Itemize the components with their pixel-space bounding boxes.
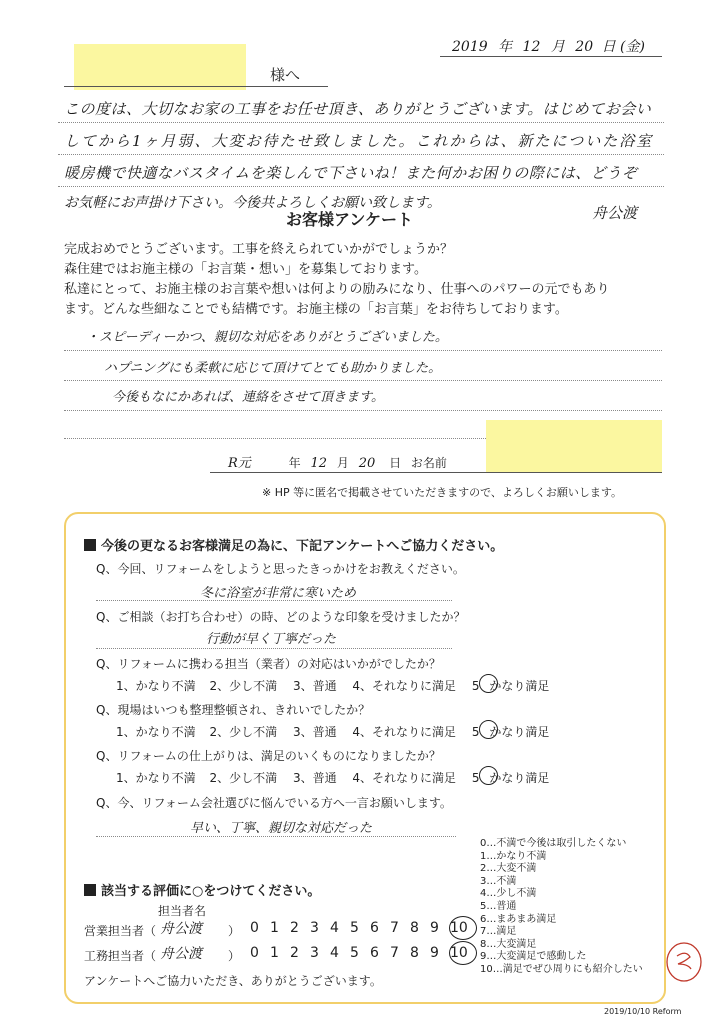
works-digit-0[interactable]: 0	[250, 945, 259, 961]
letter-line-4: お気軽にお声掛け下さい。今後共よろしくお願い致します。	[64, 195, 441, 211]
scale-3: 3…不満	[480, 875, 517, 887]
letter-line-1: この度は、大切なお家の工事をお任せ頂き、ありがとうございます。はじめてお会い	[64, 100, 652, 118]
q5-option-1[interactable]: 1、かなり不満	[116, 771, 196, 785]
words-rule-1	[64, 350, 662, 351]
scale-6: 6…まあまあ満足	[480, 913, 557, 925]
works-digit-6[interactable]: 6	[370, 945, 379, 961]
sales-digit-0[interactable]: 0	[250, 920, 259, 936]
q3-option-5-label: かなり満足	[489, 679, 550, 693]
rating-heading-text: 該当する評価に○をつけてください。	[101, 884, 321, 899]
sales-close: ）	[228, 924, 241, 938]
sign-month-label: 月	[336, 456, 349, 470]
sales-digit-5[interactable]: 5	[350, 920, 359, 936]
sign-day-label: 日	[389, 456, 402, 470]
customer-words-3: 今後もなにかあれば、連絡をさせて頂きます。	[112, 390, 384, 405]
q5-option-3[interactable]: 3、普通	[292, 771, 337, 785]
works-digit-4[interactable]: 4	[330, 945, 339, 961]
q5-selected-circle	[479, 766, 498, 785]
sales-digits	[250, 920, 472, 936]
date-day: 20	[575, 39, 594, 55]
q1-answer: 冬に浴室が非常に寒いため	[200, 586, 357, 601]
letter-line-2: してから1ヶ月弱、大変お待たせ致しました。これからは、新たについた浴室	[64, 132, 654, 150]
sales-digit-6[interactable]: 6	[370, 920, 379, 936]
q2-text: Q、ご相談（お打ち合わせ）の時、どのような印象を受けましたか？	[96, 610, 466, 624]
date-day-unit: 日	[601, 39, 616, 55]
sign-underline	[210, 472, 662, 473]
q3-selected-circle	[479, 674, 498, 693]
rating-heading	[84, 880, 320, 899]
sign-year-label: 年	[288, 456, 301, 470]
staff-header: 担当者名	[158, 904, 207, 918]
q2-answer: 行動が早く丁寧だった	[206, 632, 337, 647]
recipient-name-redaction	[74, 44, 246, 90]
scale-4: 4…少し不満	[480, 888, 537, 900]
words-rule-4	[64, 438, 494, 439]
customer-words-1: ・スピーディーかつ、親切な対応をありがとうございました。	[86, 330, 448, 345]
sales-name: 舟公渡	[160, 921, 202, 937]
works-digits	[250, 945, 472, 961]
scale-5: 5…普通	[480, 900, 517, 912]
survey-title: お客様アンケート	[286, 210, 414, 229]
words-rule-3	[64, 410, 662, 411]
scale-2: 2…大変不満	[480, 863, 537, 875]
sign-name-label: お名前	[410, 456, 447, 470]
hand-doodle-icon	[664, 940, 704, 984]
works-close: ）	[228, 949, 241, 963]
footer-code: 2019/10/10 Reform	[604, 1007, 682, 1016]
sales-digit-8[interactable]: 8	[410, 920, 419, 936]
intro-line-2: 森住建ではお施主様の「お言葉・想い」を募集しております。	[64, 262, 427, 277]
letter-rule-3	[58, 186, 664, 187]
q1-rule	[96, 600, 452, 601]
sign-row	[228, 452, 447, 471]
words-rule-2	[64, 380, 662, 381]
scale-0: 0…不満で今後は取引したくない	[480, 838, 627, 849]
scale-10: 10…満足でぜひ周りにも紹介したい	[480, 963, 643, 975]
works-role: 工務担当者（	[84, 949, 157, 963]
sales-digit-1[interactable]: 1	[270, 920, 279, 936]
customer-words-2: ハプニングにも柔軟に応じて頂けてとても助かりました。	[104, 361, 442, 376]
q3-option-1[interactable]: 1、かなり不満	[116, 679, 196, 693]
letter-rule-2	[58, 154, 664, 155]
date-month-unit: 月	[550, 39, 565, 55]
sales-digit-3[interactable]: 3	[310, 920, 319, 936]
date-year: 2019	[452, 39, 488, 55]
sales-digit-4[interactable]: 4	[330, 920, 339, 936]
letter-rule-1	[58, 122, 664, 123]
square-bullet-icon	[84, 884, 96, 896]
works-digit-2[interactable]: 2	[290, 945, 299, 961]
scale-8: 8…大変満足	[480, 938, 537, 950]
intro-line-1: 完成おめでとうございます。工事を終えられていかがでしょうか？	[64, 242, 453, 257]
q2-rule	[96, 648, 452, 649]
customer-name-redaction	[486, 420, 662, 472]
square-bullet-icon	[84, 539, 96, 551]
works-digit-9[interactable]: 9	[430, 945, 439, 961]
q5-option-4[interactable]: 4、それなりに満足	[352, 771, 457, 785]
sales-digit-2[interactable]: 2	[290, 920, 299, 936]
q5-option-5[interactable]: 5	[471, 771, 480, 785]
sign-day: 20	[358, 456, 376, 471]
works-digit-3[interactable]: 3	[310, 945, 319, 961]
q1-text: Q、今回、リフォームをしようと思ったきっかけをお教えください。	[96, 562, 465, 576]
works-digit-1[interactable]: 1	[270, 945, 279, 961]
sales-selected-circle	[449, 916, 477, 940]
q4-option-5-label: かなり満足	[489, 725, 550, 739]
q3-option-5[interactable]: 5	[471, 679, 480, 693]
q5-option-2[interactable]: 2、少し不満	[209, 771, 278, 785]
q3-option-3[interactable]: 3、普通	[292, 679, 337, 693]
notice-text: ※ HP 等に匿名で掲載させていただきますので、よろしくお願いします。	[262, 486, 623, 499]
q3-option-4[interactable]: 4、それなりに満足	[352, 679, 457, 693]
q4-selected-circle	[479, 720, 498, 739]
recipient-suffix: 様へ	[270, 66, 301, 84]
letter-date	[452, 36, 645, 56]
works-digit-7[interactable]: 7	[390, 945, 399, 961]
scale-9: 9…大変満足で感動した	[480, 951, 587, 963]
works-name: 舟公渡	[160, 946, 202, 962]
q5-option-5-label: かなり満足	[489, 771, 550, 785]
works-selected-circle	[449, 941, 477, 965]
date-underline	[440, 56, 662, 57]
intro-line-4: ます。どんな些細なことでも結構です。お施主様の「お言葉」をお待ちしております。	[64, 302, 568, 317]
questionnaire-heading	[84, 535, 503, 554]
q5-text: Q、リフォームの仕上がりは、満足のいくものになりましたか？	[96, 749, 441, 763]
sign-era: R元	[228, 456, 251, 471]
works-digit-10[interactable]: 10	[450, 945, 468, 961]
sales-digit-9[interactable]: 9	[430, 920, 439, 936]
q4-option-5[interactable]: 5	[471, 725, 480, 739]
letter-signature: 舟公渡	[592, 204, 638, 222]
q4-option-4[interactable]: 4、それなりに満足	[352, 725, 457, 739]
date-year-unit: 年	[498, 39, 513, 55]
scale-7: 7…満足	[480, 926, 517, 938]
q4-text: Q、現場はいつも整理整頓され、きれいでしたか？	[96, 703, 371, 717]
sales-digit-7[interactable]: 7	[390, 920, 399, 936]
q6-rule	[96, 836, 456, 837]
scale-1: 1…かなり不満	[480, 850, 547, 862]
sales-digit-10[interactable]: 10	[450, 920, 468, 936]
letter-line-3: 暖房機で快適なバスタイムを楽しんで下さいね！また何かお困りの際には、どうぞ	[64, 164, 638, 182]
q4-option-3[interactable]: 3、普通	[292, 725, 337, 739]
q4-option-1[interactable]: 1、かなり不満	[116, 725, 196, 739]
date-weekday: (金)	[620, 39, 645, 55]
q6-answer: 早い、丁寧、親切な対応だった	[190, 821, 373, 836]
q6-text: Q、今、リフォーム会社選びに悩んでいる方へ一言お願いします。	[96, 796, 452, 810]
sign-month: 12	[310, 456, 328, 471]
scale-legend	[480, 838, 643, 977]
intro-line-3: 私達にとって、お施主様のお言葉や想いは何よりの励みになり、仕事へのパワーの元でもあり	[64, 282, 610, 297]
q3-text: Q、リフォームに携わる担当（業者）の対応はいかがでしたか？	[96, 657, 441, 671]
sales-role: 営業担当者（	[84, 924, 157, 938]
works-digit-8[interactable]: 8	[410, 945, 419, 961]
q3-option-2[interactable]: 2、少し不満	[209, 679, 278, 693]
questionnaire-heading-text: 今後の更なるお客様満足の為に、下記アンケートへご協力ください。	[101, 539, 504, 554]
date-month: 12	[522, 39, 541, 55]
works-digit-5[interactable]: 5	[350, 945, 359, 961]
q4-option-2[interactable]: 2、少し不満	[209, 725, 278, 739]
recipient-underline	[64, 86, 328, 87]
thanks-text: アンケートへご協力いただき、ありがとうございます。	[84, 974, 382, 988]
